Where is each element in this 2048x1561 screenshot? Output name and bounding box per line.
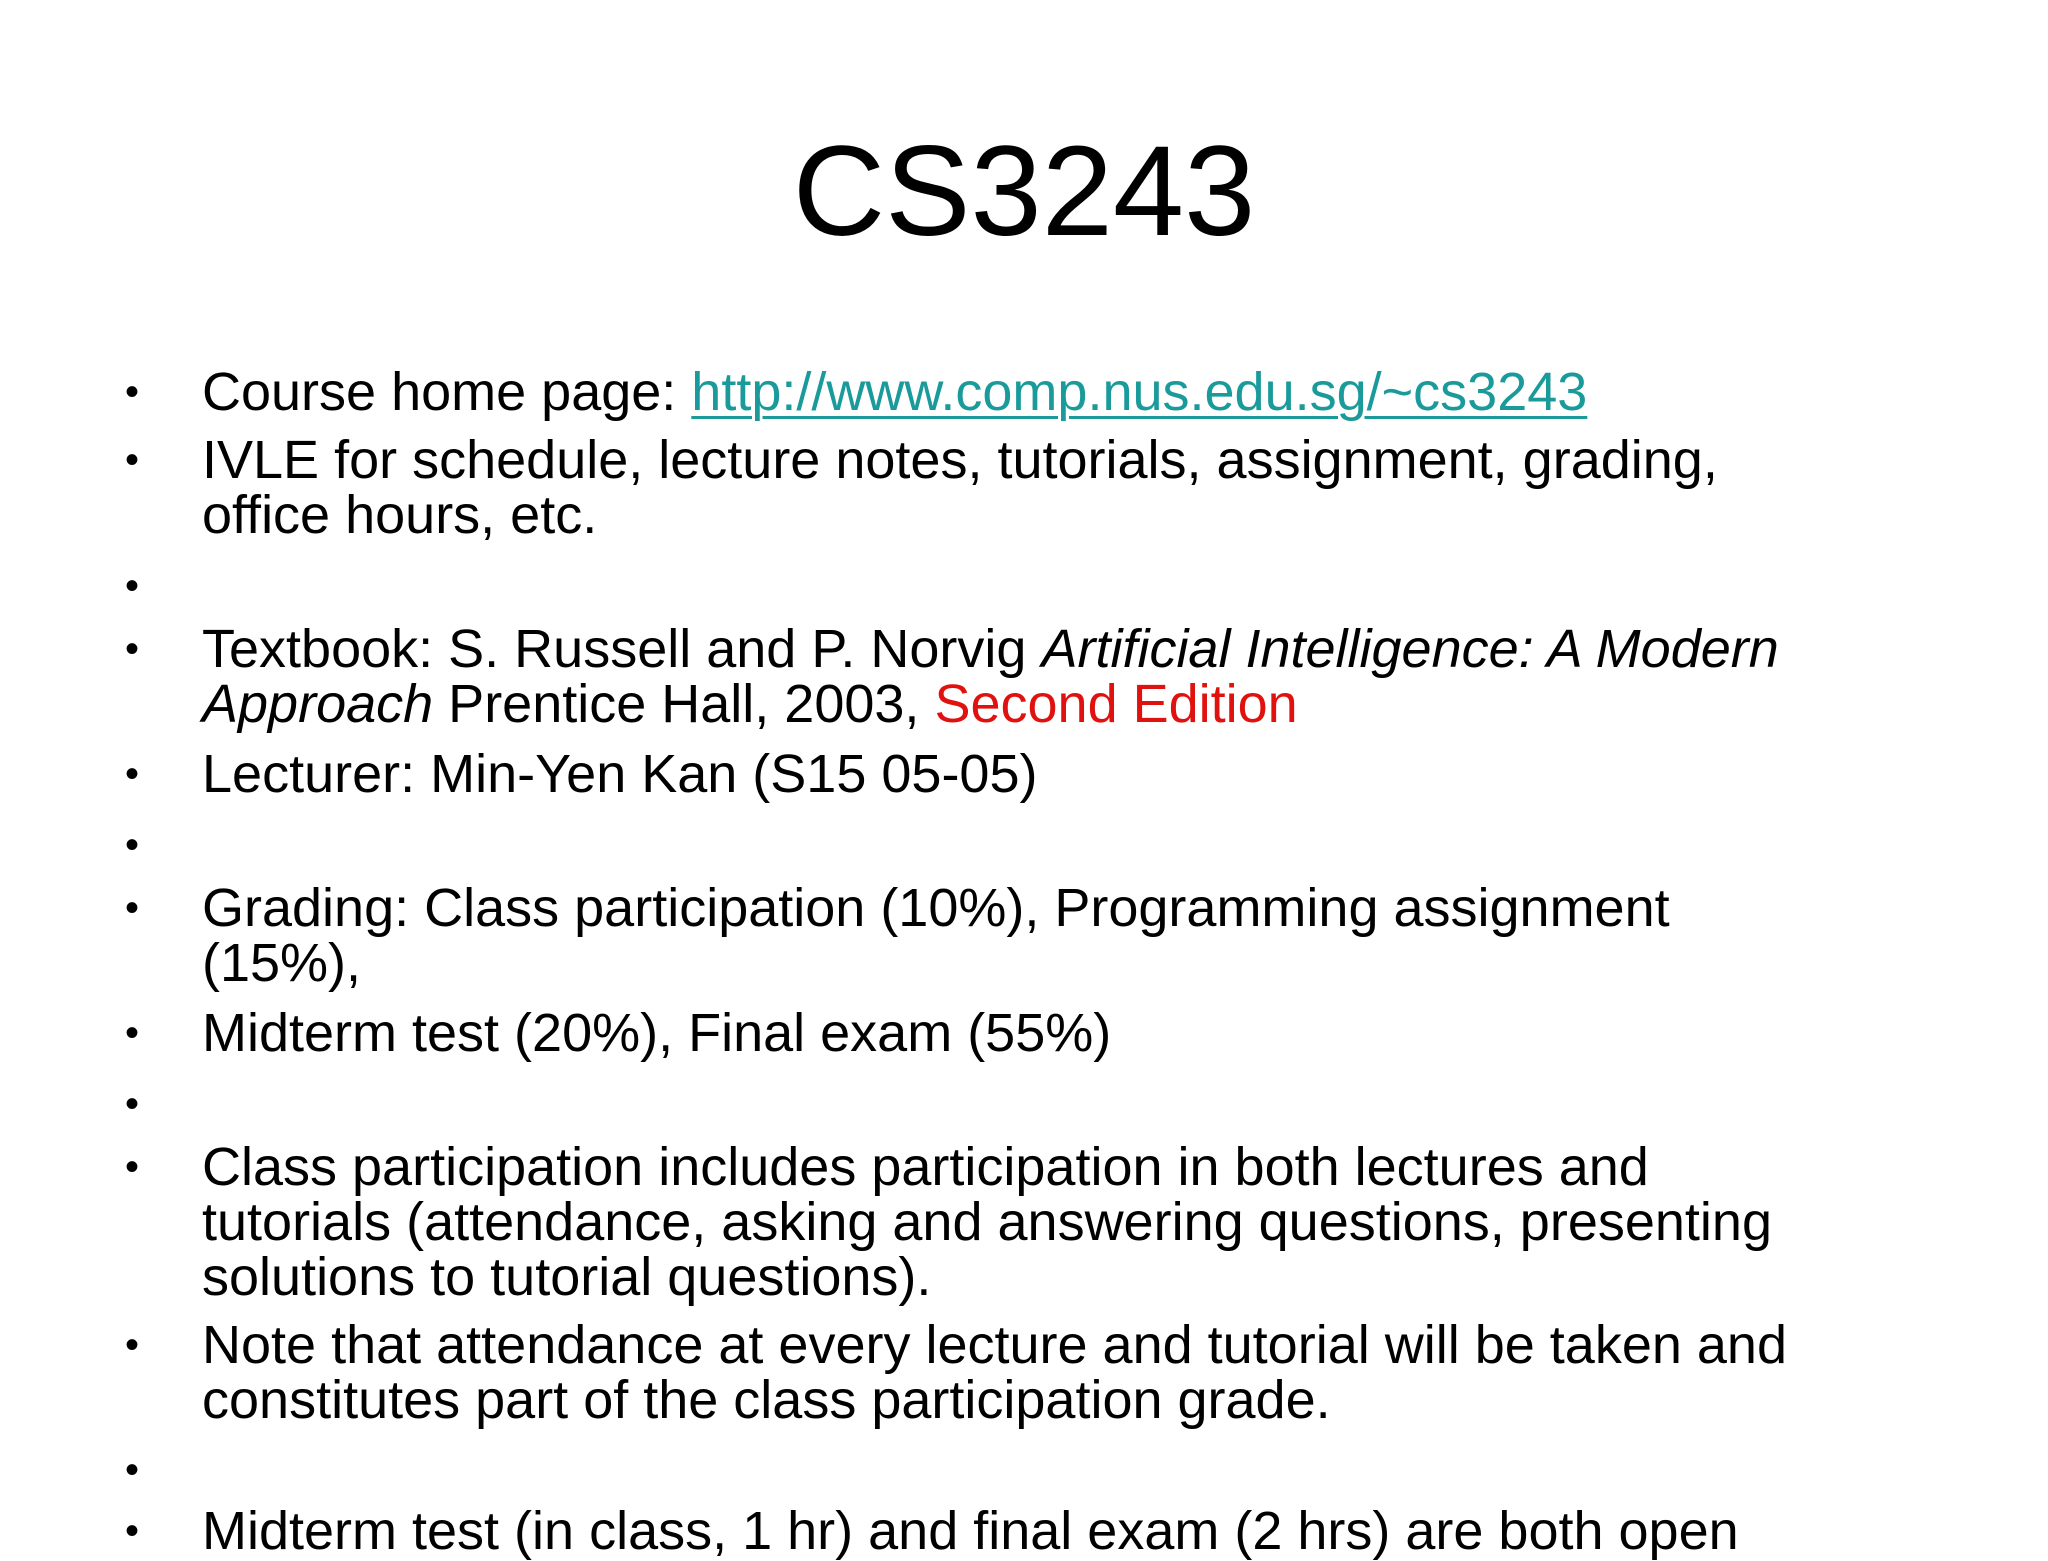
bullet-icon: • <box>125 752 140 796</box>
bullet-icon: • <box>125 1323 140 1367</box>
slide-title: CS3243 <box>792 120 1256 263</box>
bullet-icon: • <box>125 1448 140 1492</box>
textbook-prefix: Textbook: S. Russell and P. Norvig <box>202 619 1042 679</box>
bullet-icon: • <box>125 370 140 414</box>
attendance-line-1: Note that attendance at every lecture and tutorial will be taken and <box>202 1315 1787 1375</box>
bullet-icon: • <box>125 1145 140 1189</box>
bullet-icon: • <box>125 1509 140 1553</box>
bullet-icon: • <box>125 438 140 482</box>
participation-line-3: solutions to tutorial questions). <box>202 1247 932 1307</box>
exams-text: Midterm test (in class, 1 hr) and final exam (2 hrs) are both open <box>202 1501 1739 1561</box>
course-home-label: Course home page: <box>202 362 692 422</box>
textbook-title-part-2: Approach <box>202 674 434 734</box>
grading-line-2: (15%), <box>202 933 362 993</box>
grading-line-1: Grading: Class participation (10%), Programming assignment <box>202 878 1670 938</box>
bullet-icon: • <box>125 886 140 930</box>
bullet-icon: • <box>125 1011 140 1055</box>
bullet-icon: • <box>125 627 140 671</box>
ivle-line-1: IVLE for schedule, lecture notes, tutorials, assignment, grading, <box>202 430 1718 490</box>
course-home-link[interactable]: http://www.comp.nus.edu.sg/~cs3243 <box>691 362 1588 422</box>
bullet-icon: • <box>125 823 140 867</box>
lecturer-text: Lecturer: Min-Yen Kan (S15 05-05) <box>202 744 1038 804</box>
participation-line-2: tutorials (attendance, asking and answering questions, presenting <box>202 1192 1772 1252</box>
textbook-edition: Second Edition <box>934 674 1298 734</box>
textbook-title-part-1: Artificial Intelligence: A Modern <box>1041 619 1779 679</box>
bullet-icon: • <box>125 1082 140 1126</box>
attendance-line-2: constitutes part of the class participation grade. <box>202 1370 1331 1430</box>
textbook-publisher: Prentice Hall, 2003, <box>433 674 935 734</box>
ivle-line-2: office hours, etc. <box>202 485 598 545</box>
participation-line-1: Class participation includes participation in both lectures and <box>202 1137 1649 1197</box>
midterm-weights-text: Midterm test (20%), Final exam (55%) <box>202 1003 1112 1063</box>
bullet-icon: • <box>125 564 140 608</box>
